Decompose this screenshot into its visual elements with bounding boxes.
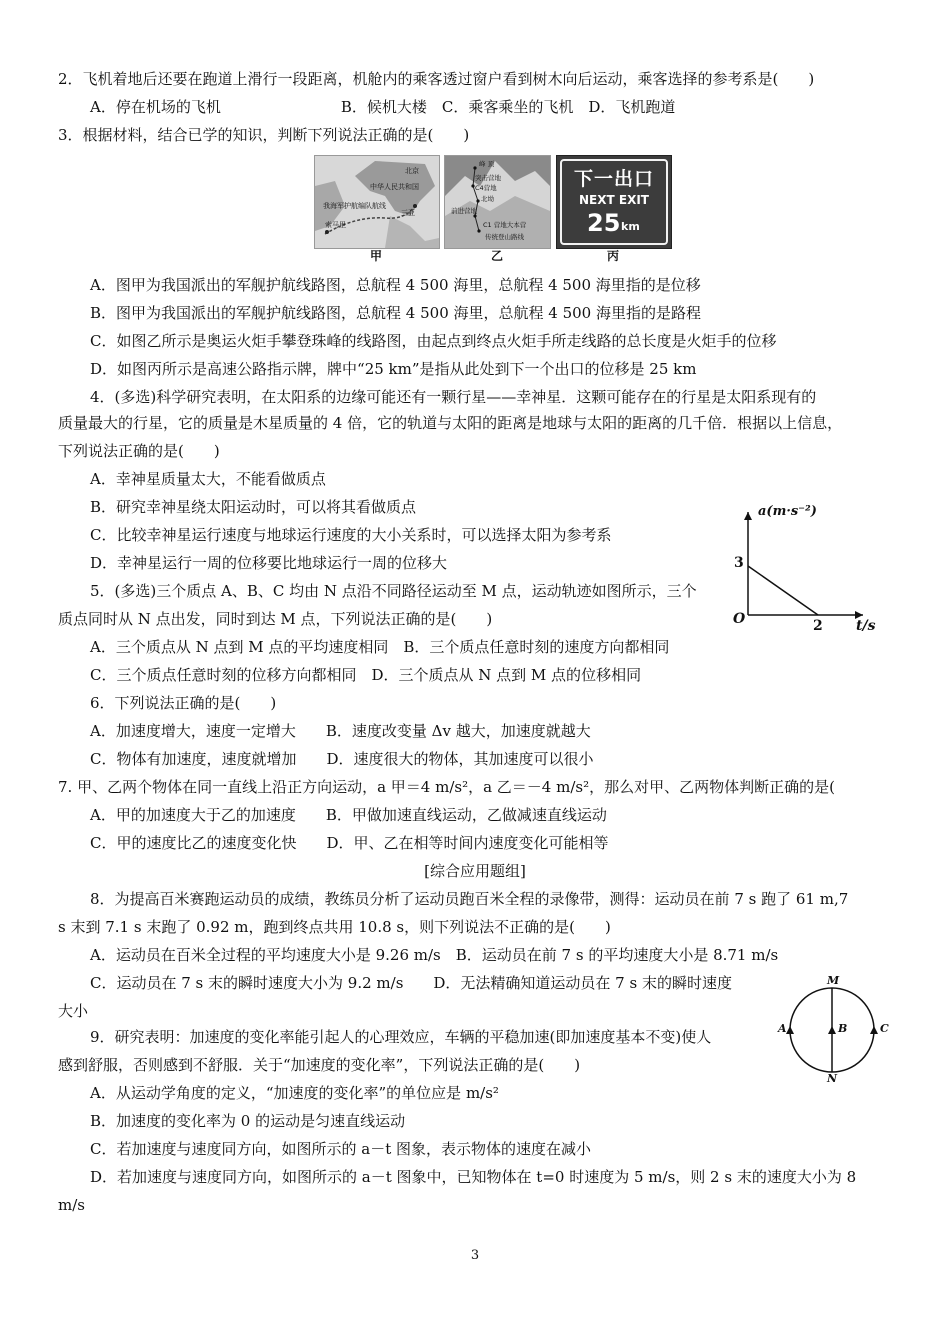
acceleration-time-graph bbox=[728, 500, 898, 640]
everest-label-north-col: 北坳 bbox=[481, 195, 494, 203]
q9-option-b: B．加速度的变化率为 0 的运动是匀速直线运动 bbox=[90, 1112, 406, 1130]
q7-options-cd: C．甲的速度比乙的速度变化快 D．甲、乙在相等时间内速度变化可能相等 bbox=[90, 834, 609, 852]
everest-figure-yi bbox=[444, 155, 551, 249]
q3-option-d: D．如图丙所示是高速公路指示牌，牌中“25 km”是指从此处到下一个出口的位移是 25 km bbox=[90, 360, 697, 378]
q9-stem-line2: 感到舒服，否则感到不舒服．关于“加速度的变化率”，下列说法正确的是( ) bbox=[58, 1056, 581, 1074]
path-c-label: C bbox=[880, 1022, 889, 1035]
y-axis-arrow-icon bbox=[744, 512, 752, 520]
map-figure-jia bbox=[314, 155, 440, 249]
caption-yi: 乙 bbox=[490, 249, 503, 263]
path-b-arrow-icon bbox=[828, 1026, 836, 1034]
everest-label-forward: 前进营地 bbox=[451, 207, 477, 215]
everest-label-trail: 传统登山路线 bbox=[485, 233, 524, 241]
q9-option-d: D．若加速度与速度同方向，如图所示的 a－t 图象中，已知物体在 t=0 时速度为 5 m/s，则 2 s 末的速度大小为 8 bbox=[90, 1168, 857, 1186]
q3-stem: 3．根据材料，结合已学的知识，判断下列说法正确的是( ) bbox=[58, 126, 470, 144]
q4-option-a: A．幸神星质量太大，不能看做质点 bbox=[90, 470, 326, 488]
q3-option-b: B．图甲为我国派出的军舰护航线路图，总航程 4 500 海里，总航程 4 500 海里指的是路程 bbox=[90, 304, 701, 322]
q8-options-ab: A．运动员在百米全过程的平均速度大小是 9.26 m/s B．运动员在前 7 s 的平均速度大小是 8.71 m/s bbox=[90, 946, 779, 964]
everest-label-summit: 峰 顶 bbox=[479, 160, 495, 168]
q2-stem: 2．飞机着地后还要在跑道上滑行一段距离，机舱内的乘客透过窗户看到树木向后运动，乘客选择的参考系是( ) bbox=[58, 70, 815, 88]
map-label-prc: 中华人民共和国 bbox=[370, 183, 419, 191]
caption-jia: 甲 bbox=[369, 249, 382, 263]
q6-options-ab: A．加速度增大，速度一定增大 B．速度改变量 Δv 越大，加速度就越大 bbox=[90, 722, 591, 740]
point-m-label: M bbox=[827, 974, 840, 987]
a-t-line bbox=[748, 566, 818, 615]
map-label-beijing: 北京 bbox=[405, 167, 419, 175]
section-heading: [综合应用题组] bbox=[424, 862, 526, 880]
q8-stem-line1: 8．为提高百米赛跑运动员的成绩，教练员分析了运动员跑百米全程的录像带，测得：运动员在前 7 s 跑了 61 m,7 bbox=[90, 890, 849, 908]
q3-option-c: C．如图乙所示是奥运火炬手攀登珠峰的线路图，由起点到终点火炬手所走线路的总长度是火炬手的位移 bbox=[90, 332, 777, 350]
map-label-fleet: 我海军护航编队航线 bbox=[323, 202, 386, 210]
sign-line1: 下一出口 bbox=[573, 168, 654, 190]
caption-bing: 丙 bbox=[606, 249, 619, 263]
q2-options: A．停在机场的飞机 B．候机大楼 C．乘客乘坐的飞机 D．飞机跑道 bbox=[90, 98, 676, 116]
point-n-label: N bbox=[827, 1072, 838, 1085]
path-c-arrow-icon bbox=[870, 1026, 878, 1034]
q3-option-a: A．图甲为我国派出的军舰护航线路图，总航程 4 500 海里，总航程 4 500 海里指的是位移 bbox=[90, 276, 701, 294]
q5-options-cd: C．三个质点任意时刻的位移方向都相同 D．三个质点从 N 点到 M 点的位移相同 bbox=[90, 666, 642, 684]
q4-stem-line2: 质量最大的行星，它的质量是木星质量的 4 倍，它的轨道与太阳的距离是地球与太阳的距离的几千倍．根据以上信息， bbox=[58, 414, 843, 432]
sign-unit: km bbox=[621, 220, 640, 233]
q7-stem: 7. 甲、乙两个物体在同一直线上沿正方向运动，a 甲＝4 m/s²，a 乙＝－4 m/s²，那么对甲、乙两物体判断正确的是( bbox=[58, 778, 835, 796]
q4-stem-line1: 4．(多选)科学研究表明，在太阳系的边缘可能还有一颗行星——幸神星．这颗可能存在的行星是太阳系现有的 bbox=[90, 388, 817, 406]
q9-option-a: A．从运动学角度的定义，“加速度的变化率”的单位应是 m/s² bbox=[90, 1084, 499, 1102]
graph-origin: O bbox=[733, 611, 746, 627]
q4-option-d: D．幸神星运行一周的位移要比地球运行一周的位移大 bbox=[90, 554, 448, 572]
sign-distance: 25 bbox=[587, 209, 621, 237]
q8-stem-line2: s 末到 7.1 s 末跑了 0.92 m，跑到终点共用 10.8 s，则下列说法不正确的是( ) bbox=[58, 918, 611, 936]
q7-options-ab: A．甲的加速度大于乙的加速度 B．甲做加速直线运动，乙做减速直线运动 bbox=[90, 806, 607, 824]
q8-options-cd-cont: 大小 bbox=[58, 1002, 89, 1020]
map-label-somalia: 索马里 bbox=[325, 221, 346, 229]
page-number: 3 bbox=[470, 1248, 480, 1263]
graph-ylabel: a(m·s⁻²) bbox=[758, 504, 817, 519]
q4-option-b: B．研究幸神星绕太阳运动时，可以将其看做质点 bbox=[90, 498, 417, 516]
highway-sign-bing bbox=[556, 155, 672, 249]
q6-stem: 6．下列说法正确的是( ) bbox=[90, 694, 277, 712]
q5-options-ab: A．三个质点从 N 点到 M 点的平均速度相同 B．三个质点任意时刻的速度方向都相同 bbox=[90, 638, 670, 656]
path-b-label: B bbox=[838, 1022, 848, 1035]
path-a-label: A bbox=[778, 1022, 787, 1035]
sign-line2: NEXT EXIT bbox=[579, 193, 649, 207]
q9-option-d-cont: m/s bbox=[58, 1196, 85, 1214]
q4-stem-line3: 下列说法正确的是( ) bbox=[58, 442, 220, 460]
path-a-arrow-icon bbox=[786, 1026, 794, 1034]
everest-label-c1: C4营地 bbox=[475, 184, 497, 192]
q5-stem-line1: 5．(多选)三个质点 A、B、C 均由 N 点沿不同路径运动至 M 点，运动轨迹如图所示，三个 bbox=[90, 582, 697, 600]
graph-ytick: 3 bbox=[734, 555, 744, 571]
q6-options-cd: C．物体有加速度，速度就增加 D．速度很大的物体，其加速度可以很小 bbox=[90, 750, 594, 768]
graph-xlabel: t/s bbox=[856, 618, 876, 634]
everest-label-c2: 突击营地 bbox=[475, 174, 501, 182]
map-label-sanya: 三亚 bbox=[401, 209, 415, 217]
q4-option-c: C．比较幸神星运行速度与地球运行速度的大小关系时，可以选择太阳为参考系 bbox=[90, 526, 612, 544]
graph-xtick: 2 bbox=[813, 618, 823, 634]
trajectory-figure bbox=[778, 974, 894, 1086]
q5-stem-line2: 质点同时从 N 点出发，同时到达 M 点，下列说法正确的是( ) bbox=[58, 610, 493, 628]
q9-option-c: C．若加速度与速度同方向，如图所示的 a－t 图象，表示物体的速度在减小 bbox=[90, 1140, 591, 1158]
q8-options-cd: C．运动员在 7 s 末的瞬时速度大小为 9.2 m/s D．无法精确知道运动员在 7 s 末的瞬时速度 bbox=[90, 974, 732, 992]
everest-label-base: C1 营地大本营 bbox=[483, 221, 527, 229]
q9-stem-line1: 9．研究表明：加速度的变化率能引起人的心理效应，车辆的平稳加速(即加速度基本不变)使人 bbox=[90, 1028, 712, 1046]
